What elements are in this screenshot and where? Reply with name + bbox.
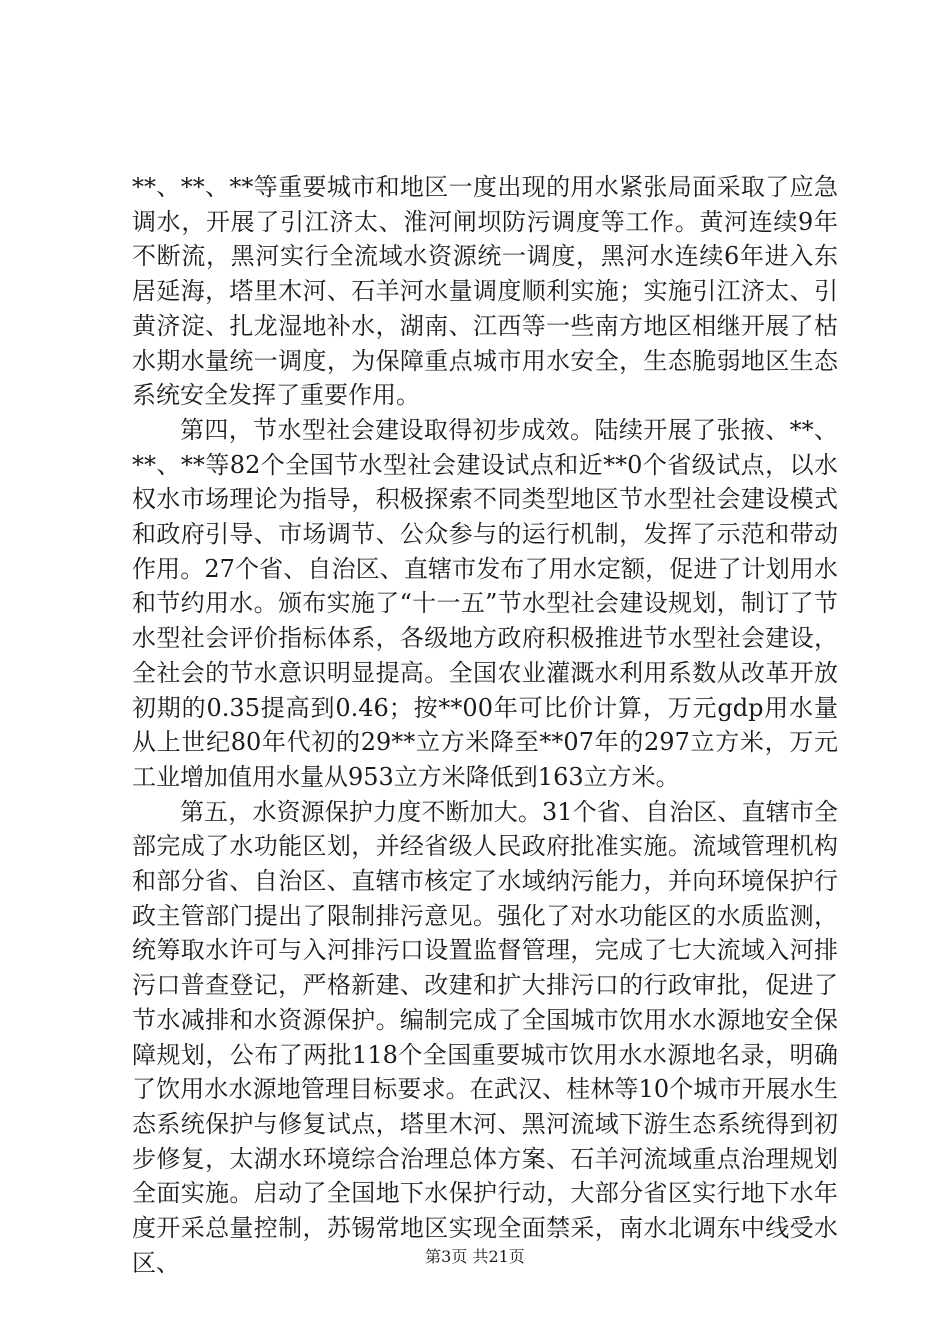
document-body [132, 170, 838, 1281]
page-footer: 第3页 共21页 [425, 1247, 525, 1266]
paragraph-water-saving-society: 第四，节水型社会建设取得初步成效。陆续开展了张掖、**、**、**等82个全国节水型社会建设试点和近**0个省级试点，以水权水市场理论为指导，积极探索不同类型地区节水型社会建设模式和政府引导、市场调节、公众参与的运行机制，发挥了示范和带动作用。27个省、自治区、直辖市发布了用水定额，促进了计划用水和节约用水。颁布实施了“十一五”节水型社会建设规划，制订了节水型社会评价指标体系，各级地方政府积极推进节水型社会建设，全社会的节水意识明显提高。全国农业灌溉水利用系数从改革开放初期的0.35提高到0.46；按**00年可比价计算，万元gdp用水量从上世纪80年代初的29**立方米降至**07年的297立方米，万元工业增加值用水量从953立方米降低到163立方米。 [132, 415, 838, 791]
paragraph-water-dispatch: **、**、**等重要城市和地区一度出现的用水紧张局面采取了应急调水，开展了引江济太、淮河闸坝防污调度等工作。黄河连续9年不断流，黑河实行全流域水资源统一调度，黑河水连续6年进入东居延海，塔里木河、石羊河水量调度顺利实施；实施引江济太、引黄济淀、扎龙湿地补水，湖南、江西等一些南方地区相继开展了枯水期水量统一调度，为保障重点城市用水安全，生态脆弱地区生态系统安全发挥了重要作用。 [132, 173, 838, 410]
paragraph-water-protection: 第五，水资源保护力度不断加大。31个省、自治区、直辖市全部完成了水功能区划，并经省级人民政府批准实施。流域管理机构和部分省、自治区、直辖市核定了水域纳污能力，并向环境保护行政主管部门提出了限制排污意见。强化了对水功能区的水质监测，统筹取水许可与入河排污口设置监督管理，完成了七大流域入河排污口普查登记，严格新建、改建和扩大排污口的行政审批，促进了节水减排和水资源保护。编制完成了全国城市饮用水水源地安全保障规划，公布了两批118个全国重要城市饮用水水源地名录，明确了饮用水水源地管理目标要求。在武汉、桂林等10个城市开展水生态系统保护与修复试点，塔里木河、黑河流域下游生态系统得到初步修复，太湖水环境综合治理总体方案、石羊河流域重点治理规划全面实施。启动了全国地下水保护行动，大部分省区实行地下水年度开采总量控制，苏锡常地区实现全面禁采，南水北调东中线受水区、 [132, 797, 838, 1277]
